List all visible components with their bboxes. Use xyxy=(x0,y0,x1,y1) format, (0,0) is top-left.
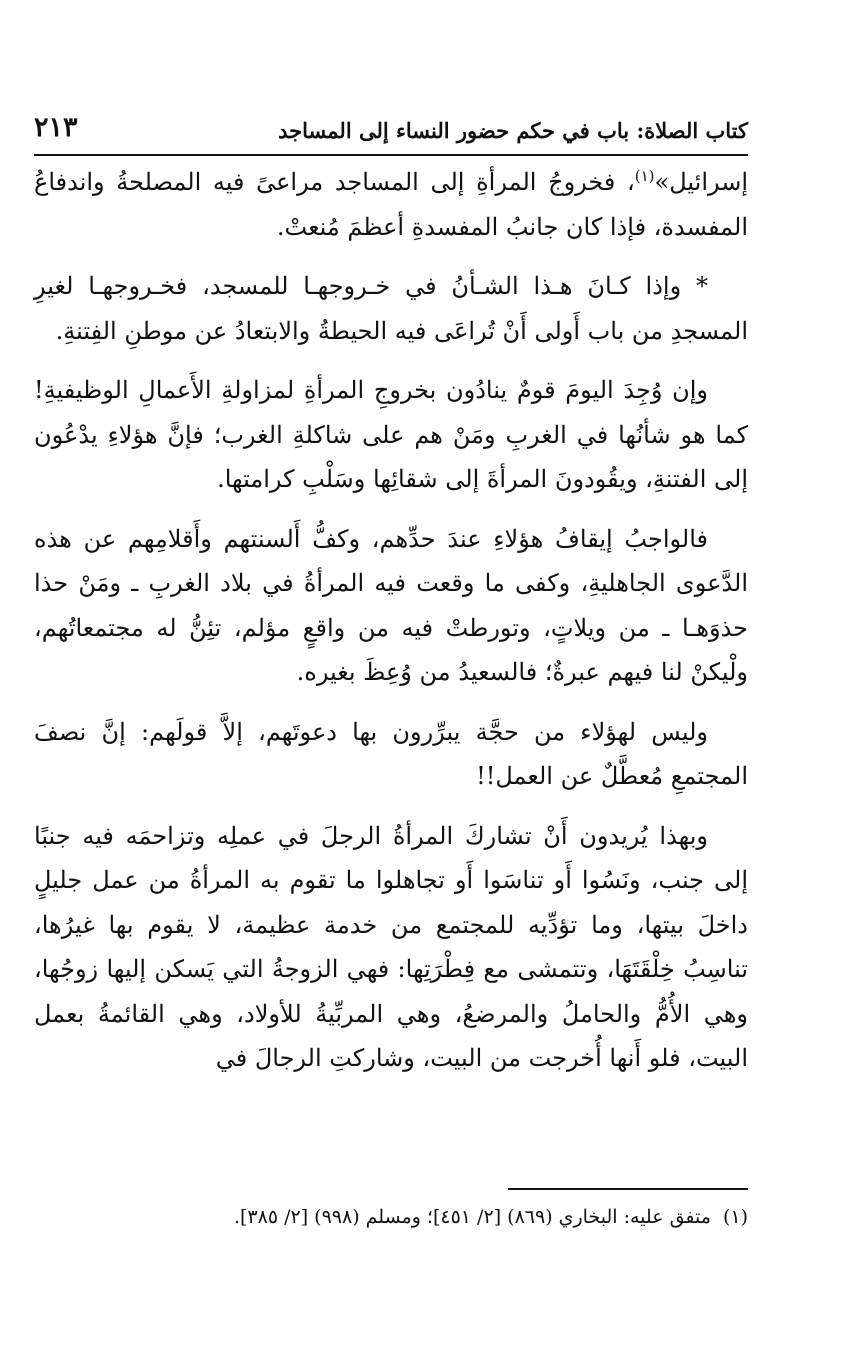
paragraph-6: وبهذا يُريدون أَنْ تشاركَ المرأةُ الرجلَ في عملِه وتزاحمَه فيه جنبًا إلى جنب، ونَسُوا أَو تناسَوا أَو تجاهلوا ما تقوم به المرأةُ من عمل جليلٍ داخلَ بيتها، وما تؤدِّيه للمجتمع من خدمة عظيمة، لا يقوم بها غيرُها، تناسِبُ خِلْقَتَهَا، وتتمشى مع فِطْرَتِها: فهي الزوجةُ التي يَسكن إليها زوجُها، وهي الأُمُّ والحاملُ والمرضعُ، وهي المربِّيةُ للأولاد، وهي القائمةُ بعمل البيت، فلو أَنها أُخرجت من البيت، وشاركتِ الرجالَ في xyxy=(34,821,748,1072)
footnote-reference[interactable]: (١) xyxy=(634,167,655,185)
paragraph-2: * وإذا كـانَ هـذا الشـأنُ في خـروجهـا للمسجد، فخـروجهـا لغيرِ المسجدِ من باب أَولى أَنْ تُراعَى فيه الحيطةُ والابتعادُ عن موطنِ الفِتنةِ. xyxy=(34,272,748,345)
paragraph-3: وإن وُجِدَ اليومَ قومٌ ينادُون بخروجِ المرأةِ لمزاولةِ الأَعمالِ الوظيفيةِ! كما هو شأنُها في الغربِ ومَنْ هم على شاكلةِ الغرب؛ فإنَّ هؤلاءِ يدْعُون إلى الفتنةِ، ويقُودونَ المرأةَ إلى شقائِها وسَلْبِ كرامتها. xyxy=(34,376,748,493)
paragraph-1: إسرائيل»$^{(١)}$، فخروجُ المرأةِ إلى المساجد مراعىً فيه المصلحةُ واندفاعُ المفسدة، فإذا كان جانبُ المفسدةِ أعظمَ مُنعتْ. xyxy=(34,167,748,241)
footnote-divider xyxy=(508,1188,748,1190)
running-header xyxy=(34,108,748,156)
page-number: ٢١٣ xyxy=(34,112,78,143)
footnote-text: متفق عليه: البخاري (٨٦٩) [٢/ ٤٥١]؛ ومسلم (٩٩٨) [٢/ ٣٨٥]. xyxy=(233,1206,711,1228)
footnote xyxy=(34,1202,748,1232)
paragraph-5: وليس لهؤلاء من حجَّة يبرِّرون بها دعوتَهم، إلاَّ قولَهم: إنَّ نصفَ المجتمعِ مُعطَّلٌ عن العمل!! xyxy=(34,717,748,790)
paragraph-4: فالواجبُ إيقافُ هؤلاءِ عندَ حدِّهم، وكفُّ أَلسنتهم وأَقلامِهم عن هذه الدَّعوى الجاهليةِ، وكفى ما وقعت فيه المرأةُ في بلاد الغربِ ـ ومَنْ حذا حذوَهـا ـ من ويلاتٍ، وتورطتْ فيه من واقعٍ مؤلم، تئِنُّ له مجتمعاتُهم، ولْيكنْ لنا فيهم عبرةٌ؛ فالسعيدُ من وُعِظَ بغيره. xyxy=(34,524,748,686)
chapter-title: كتاب الصلاة: باب في حكم حضور النساء إلى المساجد xyxy=(278,118,748,143)
footnote-number: (١) xyxy=(722,1206,748,1228)
main-text xyxy=(34,160,748,1096)
